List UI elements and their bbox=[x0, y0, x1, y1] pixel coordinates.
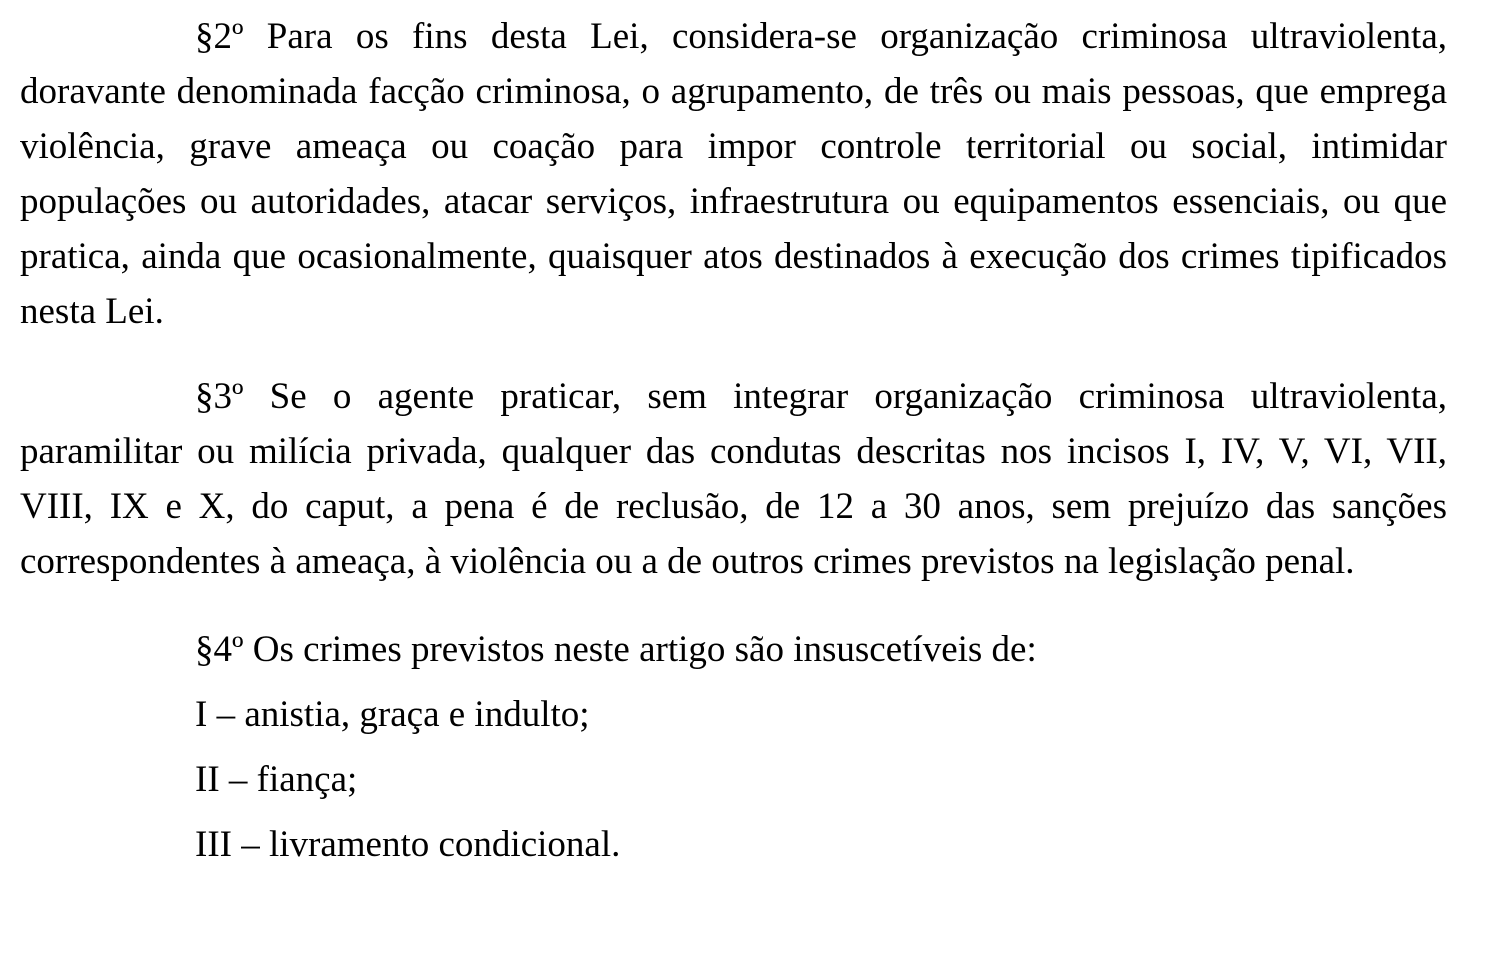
paragraph-4: §4º Os crimes previstos neste artigo são insuscetíveis de: bbox=[195, 629, 1037, 670]
paragraph-3: §3º Se o agente praticar, sem integrar organização criminosa ultraviolenta, paramilitar ou milícia privada, qualquer das condutas descritas nos incisos I, IV, V, VI, VII, VIII, IX e X, do caput, a pena é de reclusão, de 12 a 30 anos, sem prejuízo das sanções correspondentes à ameaça, à violência ou a de outros crimes previstos na legislação penal. bbox=[20, 376, 1447, 582]
paragraph-2: §2º Para os fins desta Lei, considera-se organização criminosa ultraviolenta, doravante denominada facção criminosa, o agrupamento, de três ou mais pessoas, que emprega violência, grave ameaça ou coação para impor controle territorial ou social, intimidar populações ou autoridades, atacar serviços, infraestrutura ou equipamentos essenciais, ou que pratica, ainda que ocasionalmente, quaisquer atos destinados à execução dos crimes tipificados nesta Lei. bbox=[20, 16, 1447, 332]
inciso-item-3: III – livramento condicional. bbox=[195, 824, 621, 865]
document-page bbox=[20, 9, 1447, 882]
inciso-list bbox=[20, 687, 1447, 872]
inciso-item-2: II – fiança; bbox=[195, 759, 358, 800]
inciso-item-1: I – anistia, graça e indulto; bbox=[195, 694, 590, 735]
